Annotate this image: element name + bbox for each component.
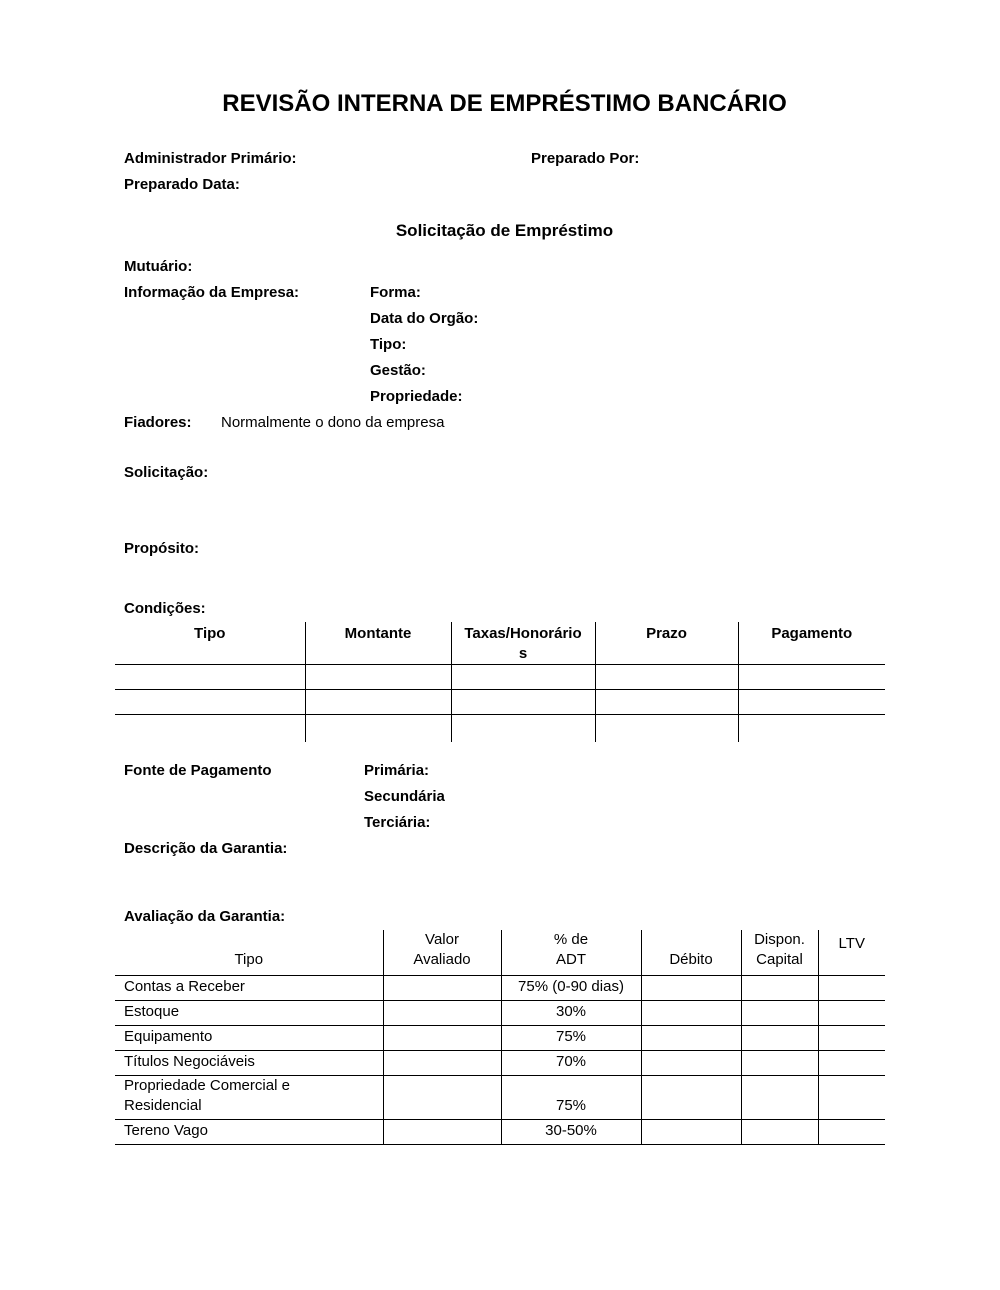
cell-empty (595, 690, 738, 715)
cell-debito (641, 1051, 741, 1076)
cell-valor (383, 976, 501, 1001)
collateral-valuation-label: Avaliação da Garantia: (124, 907, 286, 925)
company-info-row (124, 280, 885, 410)
page-title: REVISÃO INTERNA DE EMPRÉSTIMO BANCÁRIO (222, 90, 787, 117)
table-row (115, 1076, 885, 1120)
cell-empty (451, 690, 595, 715)
cell-empty (115, 690, 305, 715)
company-field-forma: Forma: (370, 284, 421, 301)
cell-debito (641, 1001, 741, 1026)
cell-debito (641, 976, 741, 1001)
company-fields (370, 280, 478, 410)
payment-source-row (124, 758, 885, 784)
cell-ltv (818, 1001, 885, 1026)
cell-empty (305, 665, 451, 690)
table-row (115, 1026, 885, 1051)
column-header-valor-avaliado (383, 930, 501, 976)
cell-dispon (741, 976, 818, 1001)
cell-dispon (741, 1051, 818, 1076)
column-header-dispon-capital (741, 930, 818, 976)
cell-dispon (741, 1076, 818, 1120)
cell-ltv (818, 976, 885, 1001)
header-row (124, 146, 885, 172)
cell-ltv (818, 1051, 885, 1076)
column-header-montante: Montante (305, 622, 451, 665)
cell-pct-adt: 75% (501, 1026, 641, 1051)
prepared-by-label: Preparado Por: (531, 150, 640, 167)
conditions-empty-row (115, 690, 885, 715)
payment-tertiary-label: Terciária: (364, 813, 431, 831)
cell-empty (595, 715, 738, 742)
cell-empty (305, 690, 451, 715)
cell-empty (595, 665, 738, 690)
company-field-propriedade: Propriedade: (370, 388, 463, 405)
cell-tipo: Tereno Vago (115, 1120, 383, 1145)
company-field-data-orgao: Data do Orgão: (370, 310, 479, 327)
cell-tipo: Contas a Receber (115, 976, 383, 1001)
cell-empty (305, 715, 451, 742)
admin-primary-label: Administrador Primário: (124, 150, 297, 167)
guarantors-label: Fiadores: (124, 414, 192, 431)
cell-pct-adt: 75% (0-90 dias) (501, 976, 641, 1001)
column-header-prazo: Prazo (595, 622, 738, 665)
conditions-label: Condições: (124, 600, 206, 617)
loan-request-section-title: Solicitação de Empréstimo (395, 221, 614, 240)
payment-primary-label: Primária: (364, 761, 430, 779)
cell-debito (641, 1026, 741, 1051)
cell-debito (641, 1120, 741, 1145)
company-info-label: Informação da Empresa: (124, 284, 300, 301)
conditions-table (115, 622, 885, 742)
table-row (115, 1120, 885, 1145)
collateral-description-label: Descrição da Garantia: (124, 839, 288, 857)
cell-tipo: Propriedade Comercial e Residencial (115, 1076, 383, 1120)
table-row (115, 1001, 885, 1026)
column-header-tipo: Tipo (115, 622, 305, 665)
conditions-header-row (115, 622, 885, 665)
column-header-taxas-label: Taxas/Honorários (464, 625, 582, 662)
column-header-pagamento: Pagamento (738, 622, 885, 665)
column-header-taxas (451, 622, 595, 665)
cell-dispon (741, 1120, 818, 1145)
column-header-debito: Débito (641, 930, 741, 976)
cell-valor (383, 1001, 501, 1026)
guarantors-row (124, 410, 885, 436)
cell-dispon (741, 1026, 818, 1051)
cell-ltv (818, 1076, 885, 1120)
cell-empty (115, 715, 305, 742)
column-header-ltv: LTV (818, 930, 885, 976)
cell-pct-adt: 30% (501, 1001, 641, 1026)
payment-source-label: Fonte de Pagamento (124, 761, 272, 779)
cell-tipo: Equipamento (115, 1026, 383, 1051)
guarantors-note: Normalmente o dono da empresa (221, 414, 445, 431)
cell-pct-adt: 75% (501, 1076, 641, 1120)
collateral-table (115, 930, 885, 1146)
cell-empty (115, 665, 305, 690)
company-field-gestao: Gestão: (370, 362, 426, 379)
cell-tipo: Estoque (115, 1001, 383, 1026)
cell-ltv (818, 1120, 885, 1145)
cell-empty (451, 665, 595, 690)
cell-empty (738, 715, 885, 742)
cell-tipo: Títulos Negociáveis (115, 1051, 383, 1076)
cell-empty (451, 715, 595, 742)
table-row (115, 976, 885, 1001)
cell-dispon (741, 1001, 818, 1026)
cell-empty (738, 690, 885, 715)
company-field-tipo: Tipo: (370, 336, 407, 353)
table-row (115, 1051, 885, 1076)
cell-pct-adt: 30-50% (501, 1120, 641, 1145)
conditions-empty-row (115, 665, 885, 690)
prepared-date-label: Preparado Data: (124, 176, 240, 193)
column-header-dispon-capital-label: Dispon. Capital (754, 931, 805, 968)
cell-ltv (818, 1026, 885, 1051)
column-header-pct-adt (501, 930, 641, 976)
cell-valor (383, 1026, 501, 1051)
column-header-pct-adt-label: % de ADT (553, 931, 589, 968)
payment-source-block (124, 758, 885, 836)
column-header-valor-avaliado-label: Valor Avaliado (413, 931, 471, 968)
column-header-tipo: Tipo (115, 930, 383, 976)
cell-valor (383, 1076, 501, 1120)
cell-pct-adt: 70% (501, 1051, 641, 1076)
conditions-empty-row (115, 715, 885, 742)
cell-valor (383, 1120, 501, 1145)
cell-debito (641, 1076, 741, 1120)
request-label: Solicitação: (124, 464, 209, 481)
cell-empty (738, 665, 885, 690)
collateral-header-row (115, 930, 885, 976)
borrower-label: Mutuário: (124, 258, 193, 275)
payment-secondary-label: Secundária (364, 787, 445, 805)
purpose-label: Propósito: (124, 540, 199, 557)
cell-valor (383, 1051, 501, 1076)
